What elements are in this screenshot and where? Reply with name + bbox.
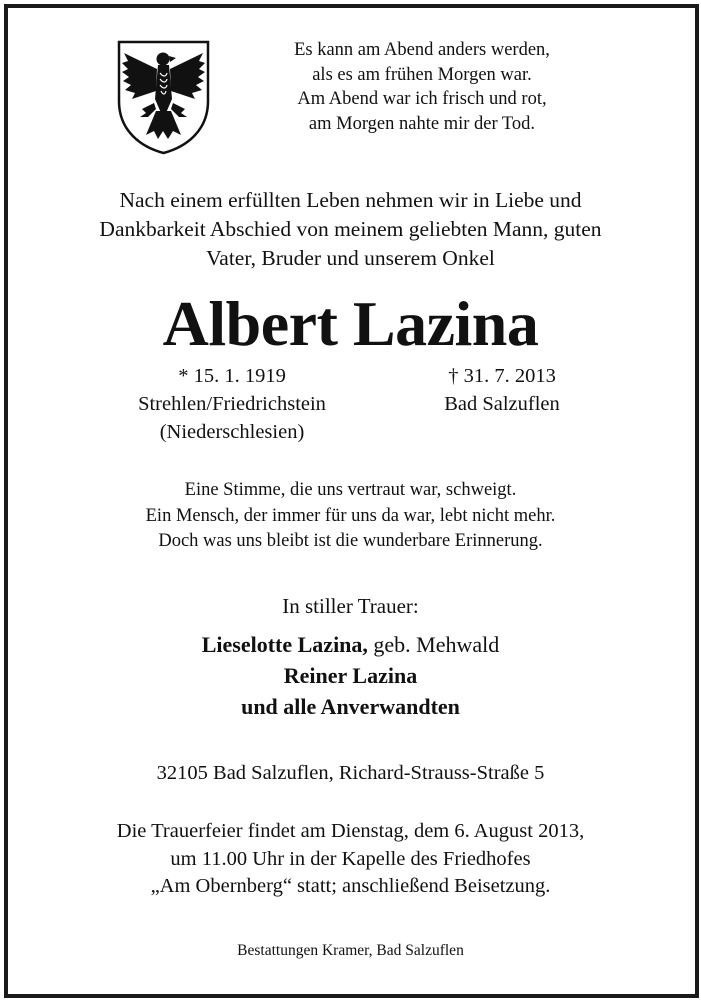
mourners-list [0, 629, 701, 722]
mourner-widow [0, 629, 701, 660]
family-address: 32105 Bad Salzuflen, Richard-Strauss-Straße 5 [156, 762, 545, 784]
service-line: „Am Obernberg“ statt; anschließend Beisetzung. [150, 875, 551, 897]
deceased-name: Albert Lazina [162, 288, 539, 359]
funeral-service-info [0, 818, 701, 901]
birth-region: (Niederschlesien) [159, 421, 305, 443]
mourner-relatives: und alle Anverwandten [241, 694, 460, 719]
poem-line: als es am frühen Morgen war. [312, 64, 532, 85]
verse-line: Ein Mensch, der immer für uns da war, lebt nicht mehr. [145, 505, 556, 526]
service-line: Die Trauerfeier findet am Dienstag, dem 6. August 2013, [116, 820, 585, 842]
mourner-widow-maiden-name: geb. Mehwald [367, 632, 500, 657]
poem-line: Am Abend war ich frisch und rot, [297, 89, 547, 109]
birth-info [82, 362, 382, 446]
death-place: Bad Salzuflen [444, 393, 560, 415]
memorial-verse [0, 478, 701, 555]
mourner-son: Reiner Lazina [283, 663, 418, 688]
poem-line: am Morgen nahte mir der Tod. [308, 113, 536, 134]
intro-line: Nach einem erfüllten Leben nehmen wir in Liebe und [119, 188, 582, 212]
intro-line: Dankbarkeit Abschied von meinem geliebten Mann, guten [99, 217, 602, 241]
death-date: † 31. 7. 2013 [448, 365, 556, 387]
verse-line: Doch was uns bleibt ist die wunderbare Erinnerung. [158, 531, 543, 551]
intro-line: Vater, Bruder und unserem Onkel [206, 246, 495, 270]
verse-line: Eine Stimme, die uns vertraut war, schweigt. [184, 480, 517, 500]
mourner-widow-name: Lieselotte Lazina, [201, 632, 368, 657]
death-info [382, 362, 622, 418]
birth-place: Strehlen/Friedrichstein [138, 393, 326, 415]
mourning-heading: In stiller Trauer: [282, 594, 419, 618]
undertaker-credit: Bestattungen Kramer, Bad Salzuflen [237, 942, 464, 959]
birth-date: * 15. 1. 1919 [178, 365, 286, 387]
service-line: um 11.00 Uhr in der Kapelle des Friedhofes [170, 847, 531, 870]
intro-text [0, 186, 701, 273]
opening-poem [232, 38, 612, 136]
poem-line: Es kann am Abend anders werden, [294, 40, 550, 60]
eagle-coat-of-arms-icon [116, 39, 211, 155]
